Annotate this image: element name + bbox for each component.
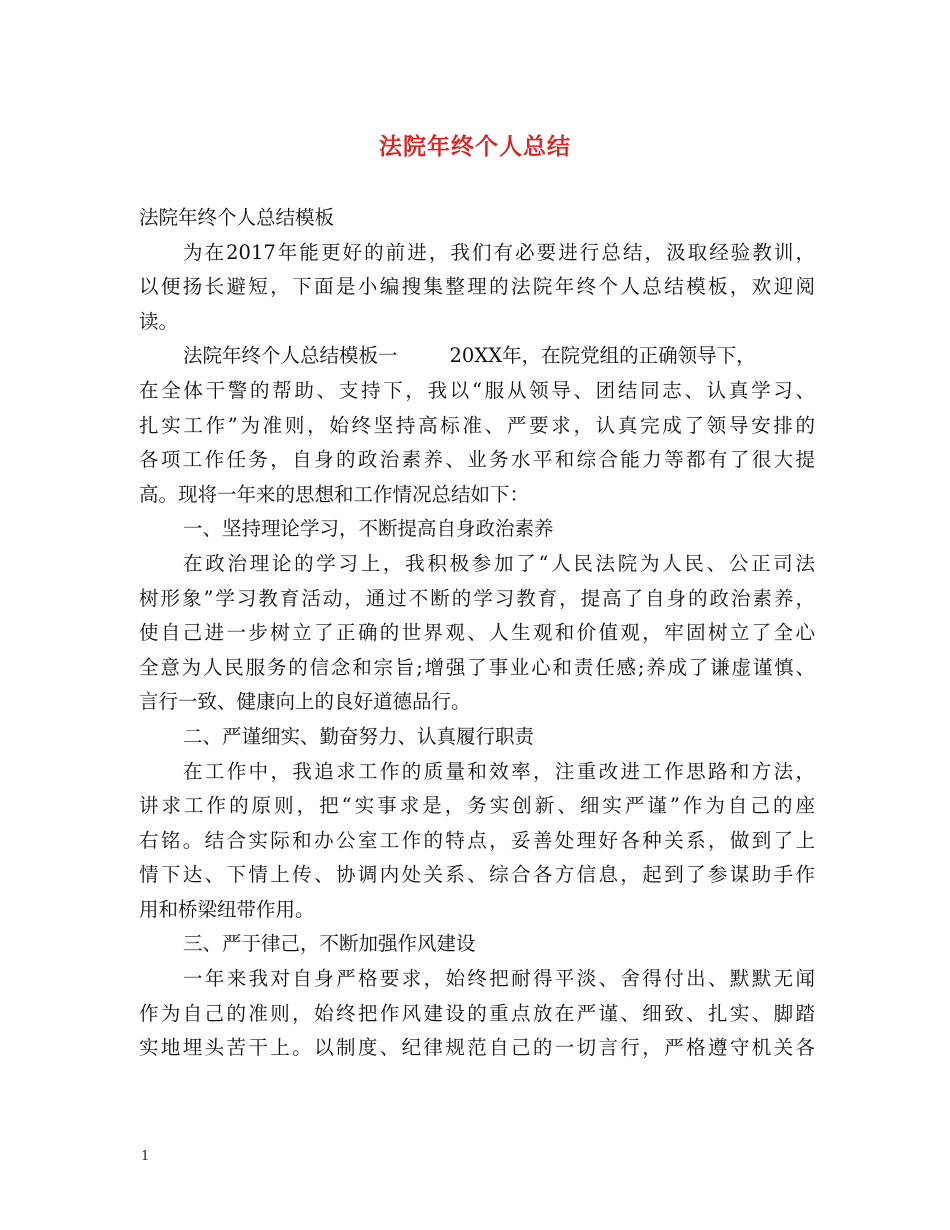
paragraph-line: 在全体干警的帮助、支持下，我以“服从领导、团结同志、认真学习、 (139, 378, 815, 402)
paragraph-line: 以便扬长避短，下面是小编搜集整理的法院年终个人总结模板，欢迎阅 (139, 275, 815, 299)
paragraph-line: 各项工作任务，自身的政治素养、业务水平和综合能力等都有了很大提 (139, 448, 815, 472)
paragraph-line: 扎实工作”为准则，始终坚持高标准、严要求，认真完成了领导安排的 (139, 413, 815, 437)
document-body (139, 201, 815, 1066)
section-heading: 二、严谨细实、勤奋努力、认真履行职责 (183, 724, 535, 748)
paragraph-line (139, 339, 815, 374)
paragraph-line: 在政治理论的学习上，我积极参加了“人民法院为人民、公正司法 (183, 551, 815, 575)
paragraph-line: 实地埋头苦干上。以制度、纪律规范自己的一切言行，严格遵守机关各 (139, 1036, 815, 1060)
section-heading: 三、严于律己，不断加强作风建设 (183, 932, 476, 956)
subtitle-line: 法院年终个人总结模板 (139, 206, 335, 229)
paragraph-line: 一年来我对自身严格要求，始终把耐得平淡、舍得付出、默默无闻 (183, 967, 815, 991)
paragraph-line: 右铭。结合实际和办公室工作的特点，妥善处理好各种关系，做到了上 (139, 828, 815, 852)
page-number: 1 (141, 1149, 150, 1164)
paragraph-line: 读。 (139, 309, 179, 333)
paragraph-line: 使自己进一步树立了正确的世界观、人生观和价值观，牢固树立了全心 (139, 621, 815, 645)
paragraph-line: 全意为人民服务的信念和宗旨;增强了事业心和责任感;养成了谦虚谨慎、 (139, 655, 815, 679)
paragraph-line: 高。现将一年来的思想和工作情况总结如下： (139, 482, 530, 506)
paragraph-line: 树形象”学习教育活动，通过不断的学习教育，提高了自身的政治素养， (139, 586, 815, 610)
paragraph-text: 20XX年，在院党组的正确领导下， (449, 344, 756, 368)
paragraph-line: 情下达、下情上传、协调内处关系、综合各方信息，起到了参谋助手作 (139, 863, 815, 887)
section-heading: 一、坚持理论学习，不断提高自身政治素养 (183, 517, 554, 541)
paragraph-line: 用和桥梁纽带作用。 (139, 897, 315, 921)
document-title: 法院年终个人总结 (379, 134, 571, 160)
paragraph-line: 在工作中，我追求工作的质量和效率，注重改进工作思路和方法， (183, 759, 815, 783)
paragraph-line: 讲求工作的原则，把“实事求是，务实创新、细实严谨”作为自己的座 (139, 794, 815, 818)
paragraph-line: 言行一致、健康向上的良好道德品行。 (139, 690, 471, 714)
paragraph-line: 为在2017年能更好的前进，我们有必要进行总结，汲取经验教训， (183, 240, 815, 264)
section-heading-text: 法院年终个人总结模板一 (183, 344, 398, 368)
paragraph-line: 作为自己的准则，始终把作风建设的重点放在严谨、细致、扎实、脚踏 (139, 1001, 815, 1025)
